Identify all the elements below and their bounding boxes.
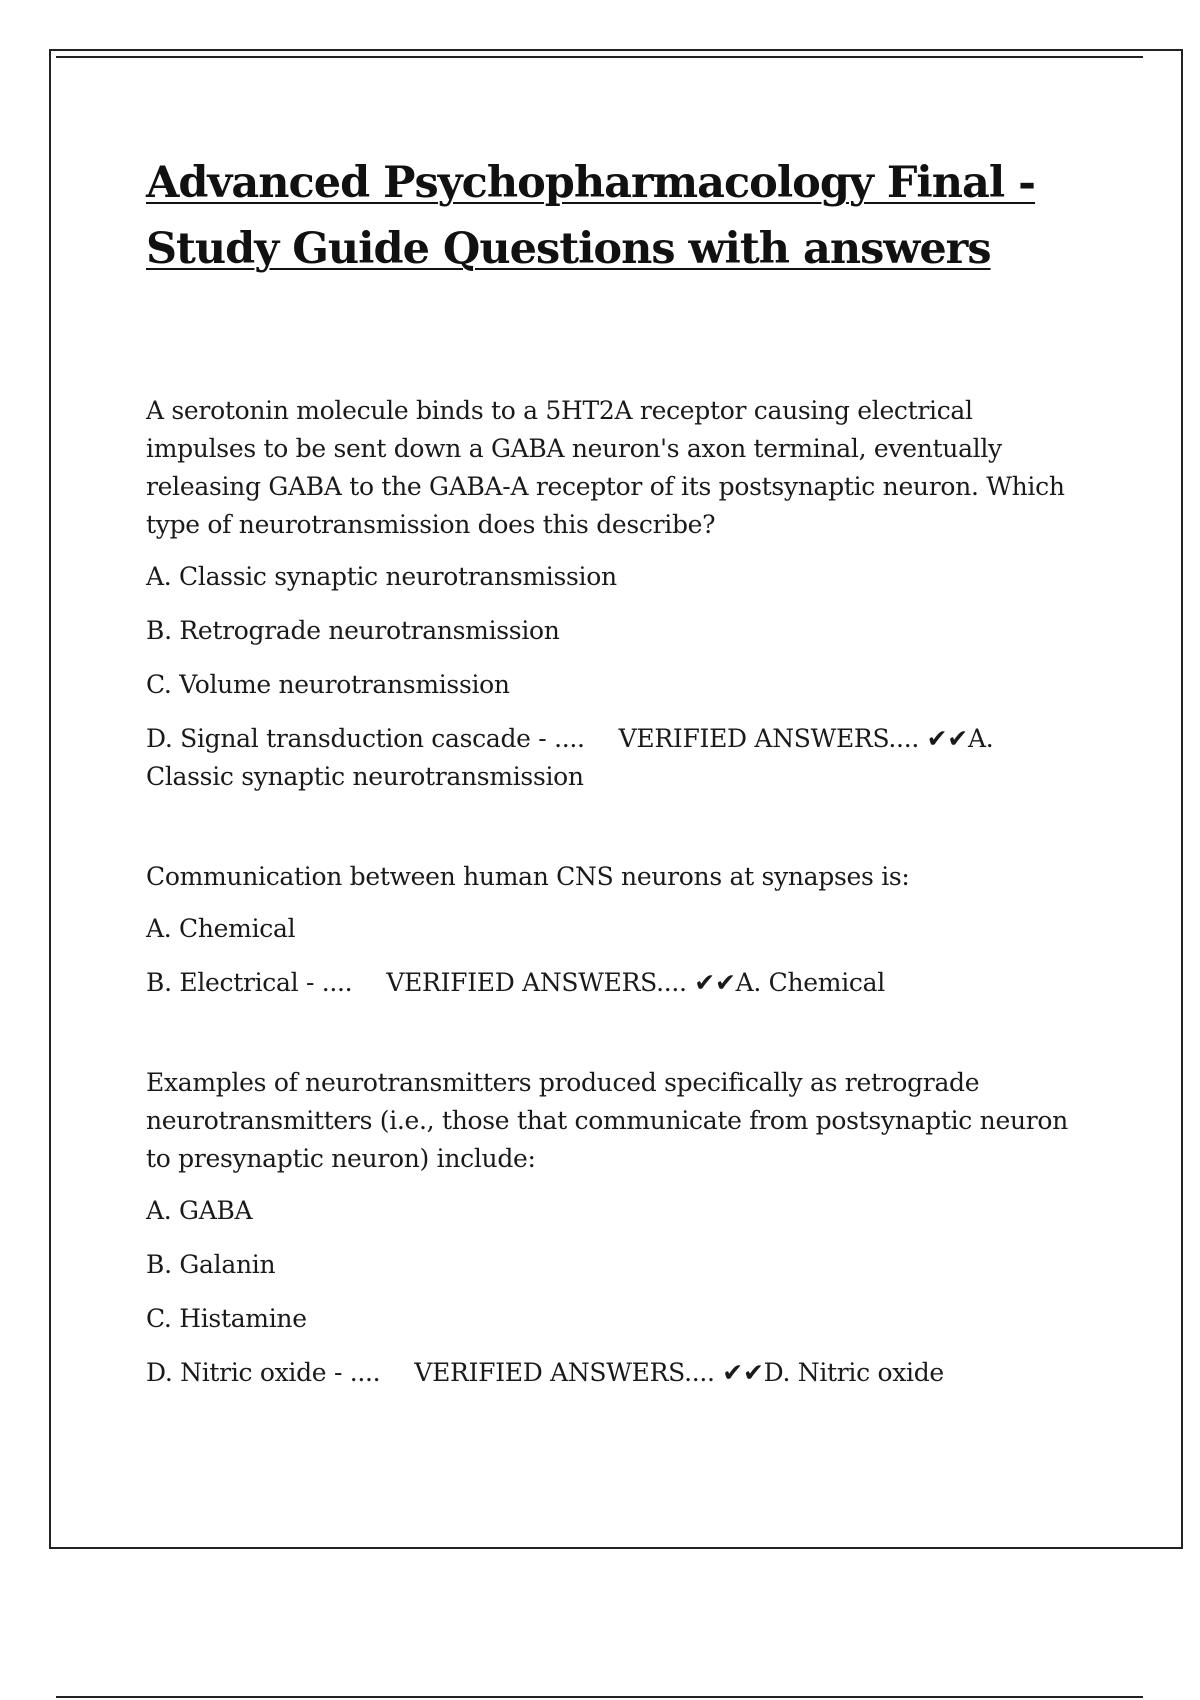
answer-option: D. Nitric oxide - .... — [146, 1358, 381, 1387]
answer-option: A. Classic synaptic neurotransmission — [146, 562, 617, 591]
answer-line — [146, 964, 1086, 1002]
answer-option: D. Signal transduction cascade - .... — [146, 724, 585, 753]
top-rule — [56, 56, 1143, 58]
document-title: Advanced Psychopharmacology Final - Study Guide Questions with answers — [146, 158, 1036, 274]
answer-line — [146, 1354, 1086, 1392]
question-list — [146, 392, 1086, 1392]
question-block-3 — [146, 1064, 1086, 1392]
question-text: A serotonin molecule binds to a 5HT2A receptor causing electrical impulses to be sent down a GABA neuron's axon terminal, eventually releasing GABA to the GABA-A receptor of its postsynaptic neuron. Which type of neurotransmission does this describe? — [146, 396, 1065, 539]
correct-answer: D. Nitric oxide — [763, 1358, 944, 1387]
correct-answer: A. Classic synaptic neurotransmission — [146, 724, 994, 791]
bottom-rule — [56, 1696, 1143, 1698]
verified-answers-label: VERIFIED ANSWERS.... ✔✔ — [618, 724, 968, 753]
question-block-1 — [146, 392, 1086, 796]
document-content — [146, 150, 1086, 1454]
answer-option: B. Electrical - .... — [146, 968, 353, 997]
question-text: Communication between human CNS neurons at synapses is: — [146, 862, 910, 891]
correct-answer: A. Chemical — [735, 968, 885, 997]
answer-line — [146, 720, 1086, 796]
answer-option: C. Histamine — [146, 1304, 307, 1333]
answer-option: C. Volume neurotransmission — [146, 670, 510, 699]
answer-option: A. GABA — [146, 1196, 253, 1225]
answer-option: B. Galanin — [146, 1250, 276, 1279]
question-text: Examples of neurotransmitters produced specifically as retrograde neurotransmitters (i.e., those that communicate from postsynaptic neuron to presynaptic neuron) include: — [146, 1068, 1068, 1173]
question-block-2 — [146, 858, 1086, 1002]
answer-option: B. Retrograde neurotransmission — [146, 616, 560, 645]
answer-option: A. Chemical — [146, 914, 296, 943]
verified-answers-label: VERIFIED ANSWERS.... ✔✔ — [386, 968, 736, 997]
verified-answers-label: VERIFIED ANSWERS.... ✔✔ — [414, 1358, 764, 1387]
